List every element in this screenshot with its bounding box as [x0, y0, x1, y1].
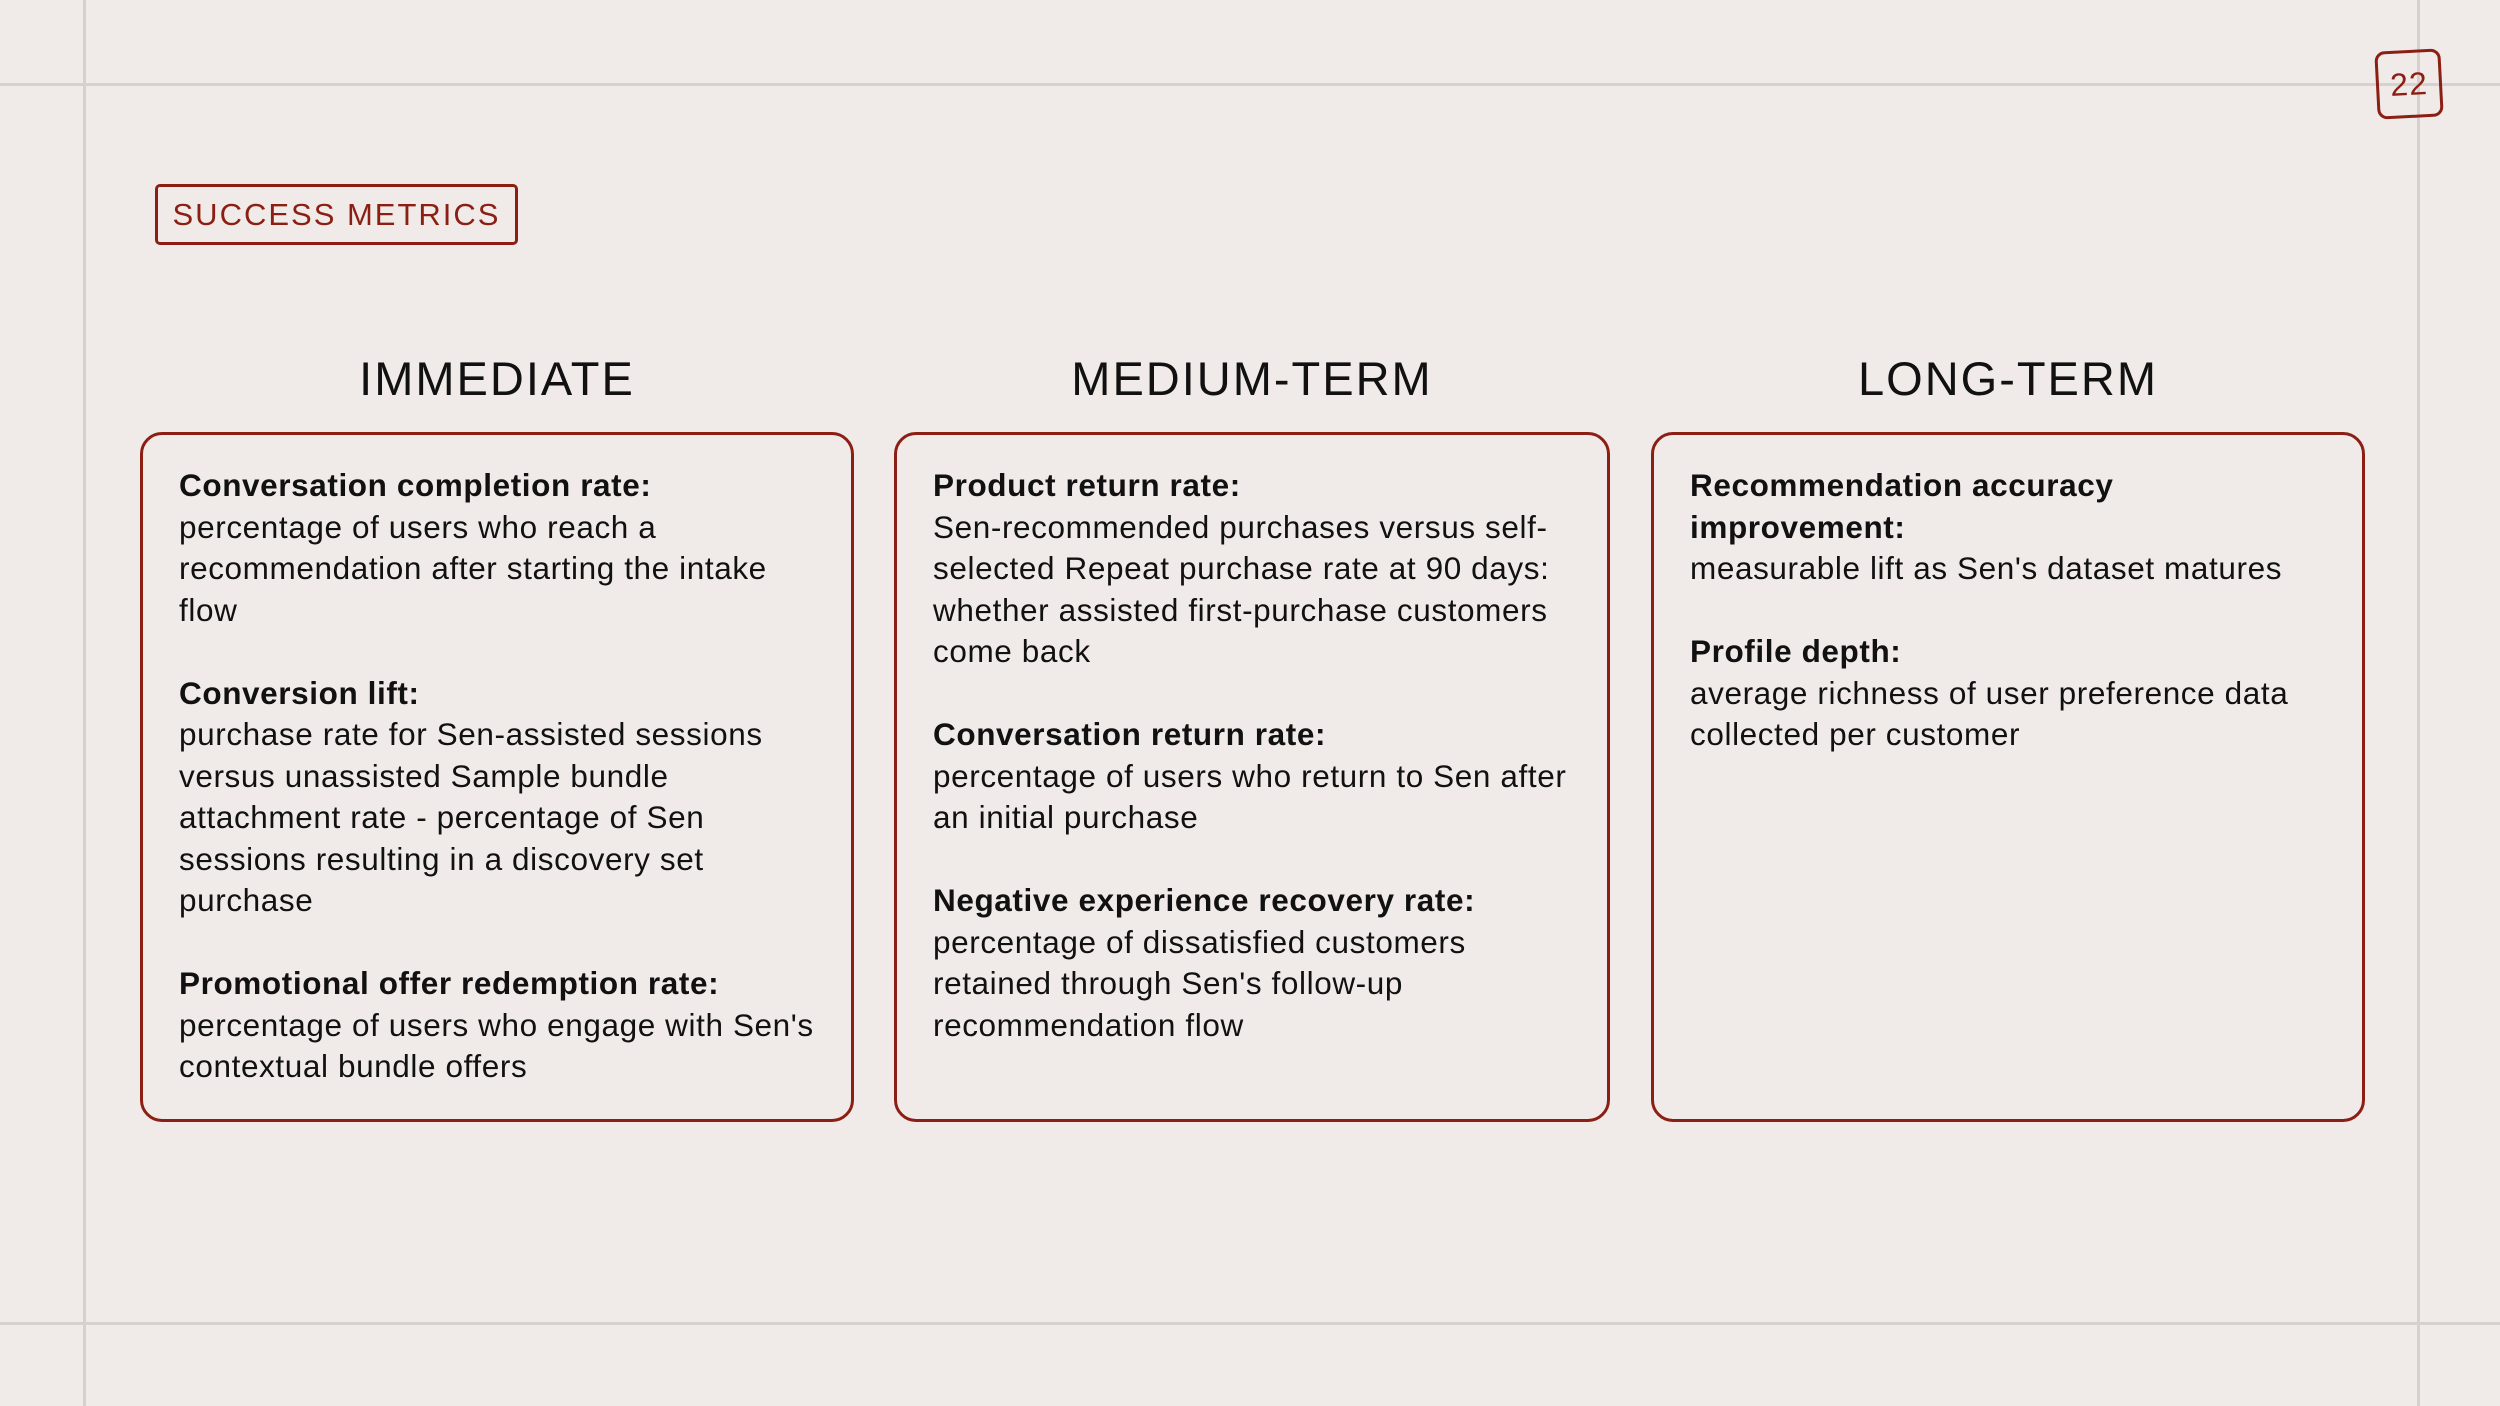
column-heading-immediate: IMMEDIATE	[359, 351, 635, 405]
column-heading-medium-term: MEDIUM-TERM	[1071, 351, 1433, 405]
grid-line-horizontal-bottom	[0, 1322, 2500, 1325]
metric-description: average richness of user preference data collected per customer	[1690, 674, 2289, 752]
metric-description: percentage of users who engage with Sen's contextual bundle offers	[179, 1006, 814, 1084]
metric-name: Product return rate:	[933, 467, 1241, 503]
metric-name: Conversion lift:	[179, 674, 420, 711]
page-number-badge	[2374, 48, 2443, 119]
section-tag	[155, 184, 518, 245]
metric-item	[933, 714, 1571, 839]
metric-description: purchase rate for Sen-assisted sessions versus unassisted Sample bundle attachment rate - percentage of Sen sessions resulting in a discovery set purchase	[179, 716, 763, 918]
grid-line-vertical-right	[2417, 0, 2420, 1406]
metrics-card-medium-term	[894, 432, 1610, 1122]
metric-name: Recommendation accuracy improvement:	[1690, 467, 2114, 545]
metric-description: percentage of users who return to Sen after an initial purchase	[933, 757, 1567, 835]
metric-item	[1690, 631, 2326, 756]
metric-name: Negative experience recovery rate:	[933, 882, 1476, 918]
metric-item	[179, 963, 815, 1088]
grid-line-horizontal-top	[0, 83, 2500, 86]
metric-item	[179, 465, 815, 631]
metric-name: Conversation return rate:	[933, 716, 1327, 752]
metric-description: measurable lift as Sen's dataset matures	[1690, 550, 2283, 586]
grid-line-vertical-left	[83, 0, 86, 1406]
section-tag-label: SUCCESS METRICS	[172, 196, 501, 232]
page-number: 22	[2389, 64, 2429, 103]
metric-description: percentage of dissatisfied customers retained through Sen's follow-up recommendation flow	[933, 923, 1466, 1043]
column-heading-long-term: LONG-TERM	[1858, 351, 2158, 405]
metric-name: Conversation completion rate:	[179, 467, 652, 503]
metric-item	[933, 465, 1571, 673]
metric-item	[1690, 465, 2326, 590]
metrics-card-immediate	[140, 432, 854, 1122]
metric-description: Sen-recommended purchases versus self-selected Repeat purchase rate at 90 days: whether assisted first-purchase customers come back	[933, 508, 1550, 669]
metric-item	[179, 673, 815, 922]
metric-name: Promotional offer redemption rate:	[179, 965, 720, 1001]
metric-item	[933, 880, 1571, 1046]
metrics-card-long-term	[1651, 432, 2365, 1122]
metric-name: Profile depth:	[1690, 633, 1902, 669]
metric-description: percentage of users who reach a recommendation after starting the intake flow	[179, 508, 767, 628]
